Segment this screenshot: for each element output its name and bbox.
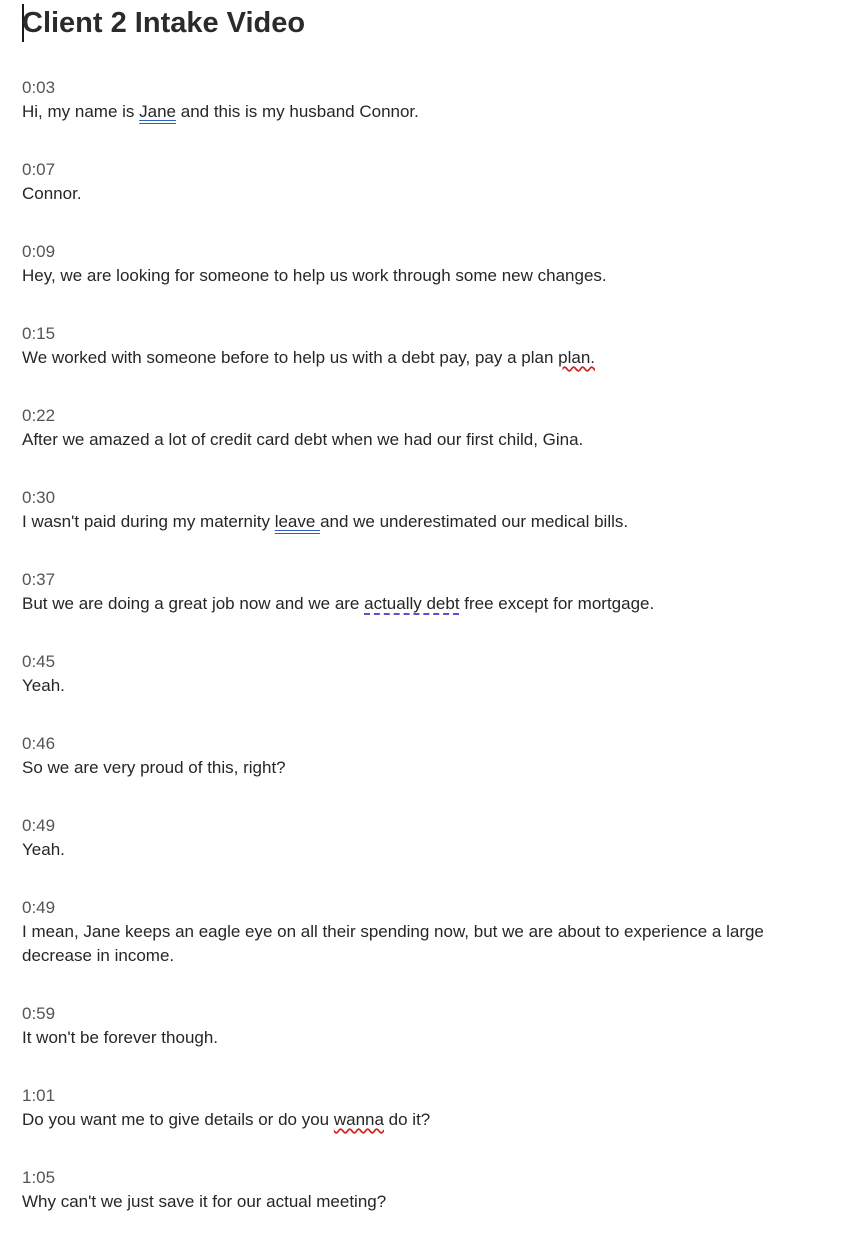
- document-title[interactable]: Client 2 Intake Video: [22, 7, 306, 39]
- timestamp: 0:49: [22, 816, 56, 835]
- text-segment: Hi, my name is: [22, 102, 140, 121]
- transcript: [22, 76, 822, 1248]
- grammar-flag[interactable]: Jane: [139, 102, 177, 121]
- style-flag[interactable]: actually debt: [364, 594, 460, 613]
- transcript-text[interactable]: [22, 510, 822, 534]
- timestamp: 0:07: [22, 160, 56, 179]
- text-segment: Do you want me to give details or do you: [22, 1110, 334, 1129]
- transcript-entry: [22, 1084, 822, 1166]
- timestamp: 0:03: [22, 78, 56, 97]
- transcript-text[interactable]: [22, 346, 822, 370]
- transcript-entry: [22, 568, 822, 650]
- grammar-flag[interactable]: leave: [274, 512, 321, 531]
- transcript-text[interactable]: Connor.: [22, 184, 82, 203]
- timestamp: 0:22: [22, 406, 56, 425]
- transcript-entry: [22, 240, 822, 322]
- transcript-entry: [22, 158, 822, 240]
- transcript-text[interactable]: Yeah.: [22, 676, 65, 695]
- text-segment: and we underestimated our medical bills.: [320, 512, 629, 531]
- timestamp: 0:30: [22, 488, 56, 507]
- transcript-entry: [22, 896, 822, 1002]
- transcript-entry: [22, 404, 822, 486]
- transcript-text[interactable]: Yeah.: [22, 840, 65, 859]
- transcript-entry: [22, 650, 822, 732]
- title-block: [22, 0, 822, 48]
- transcript-text[interactable]: I mean, Jane keeps an eagle eye on all their spending now, but we are about to experience a large: [22, 922, 764, 941]
- transcript-entry: [22, 1166, 822, 1248]
- timestamp: 0:46: [22, 734, 56, 753]
- transcript-text[interactable]: Why can't we just save it for our actual meeting?: [22, 1192, 387, 1211]
- text-segment: But we are doing a great job now and we are: [22, 594, 365, 613]
- text-segment: and this is my husband Connor.: [176, 102, 419, 121]
- timestamp: 0:49: [22, 898, 56, 917]
- transcript-text[interactable]: [22, 1108, 822, 1132]
- text-segment: do it?: [383, 1110, 431, 1129]
- document-body[interactable]: [22, 0, 822, 1211]
- transcript-entry: [22, 1002, 822, 1084]
- transcript-entry: [22, 486, 822, 568]
- timestamp: 1:05: [22, 1168, 56, 1187]
- timestamp: 0:37: [22, 570, 56, 589]
- text-segment: We worked with someone before to help us with a debt pay, pay a plan: [22, 348, 559, 367]
- transcript-text[interactable]: [22, 100, 822, 124]
- timestamp: 0:45: [22, 652, 56, 671]
- transcript-text[interactable]: After we amazed a lot of credit card debt when we had our first child, Gina.: [22, 430, 584, 449]
- transcript-entry: [22, 732, 822, 814]
- timestamp: 1:01: [22, 1086, 56, 1105]
- text-segment: I wasn't paid during my maternity: [22, 512, 275, 531]
- spelling-flag[interactable]: plan.: [558, 348, 596, 367]
- transcript-text[interactable]: Hey, we are looking for someone to help us work through some new changes.: [22, 266, 607, 285]
- transcript-text[interactable]: It won't be forever though.: [22, 1028, 219, 1047]
- transcript-entry: [22, 814, 822, 896]
- transcript-text[interactable]: decrease in income.: [22, 946, 175, 965]
- transcript-entry: [22, 322, 822, 404]
- transcript-entry: [22, 76, 822, 158]
- spelling-flag[interactable]: wanna: [333, 1110, 384, 1129]
- text-segment: free except for mortgage.: [459, 594, 655, 613]
- transcript-text[interactable]: [22, 592, 822, 616]
- timestamp: 0:59: [22, 1004, 56, 1023]
- transcript-text[interactable]: So we are very proud of this, right?: [22, 758, 286, 777]
- timestamp: 0:09: [22, 242, 56, 261]
- timestamp: 0:15: [22, 324, 56, 343]
